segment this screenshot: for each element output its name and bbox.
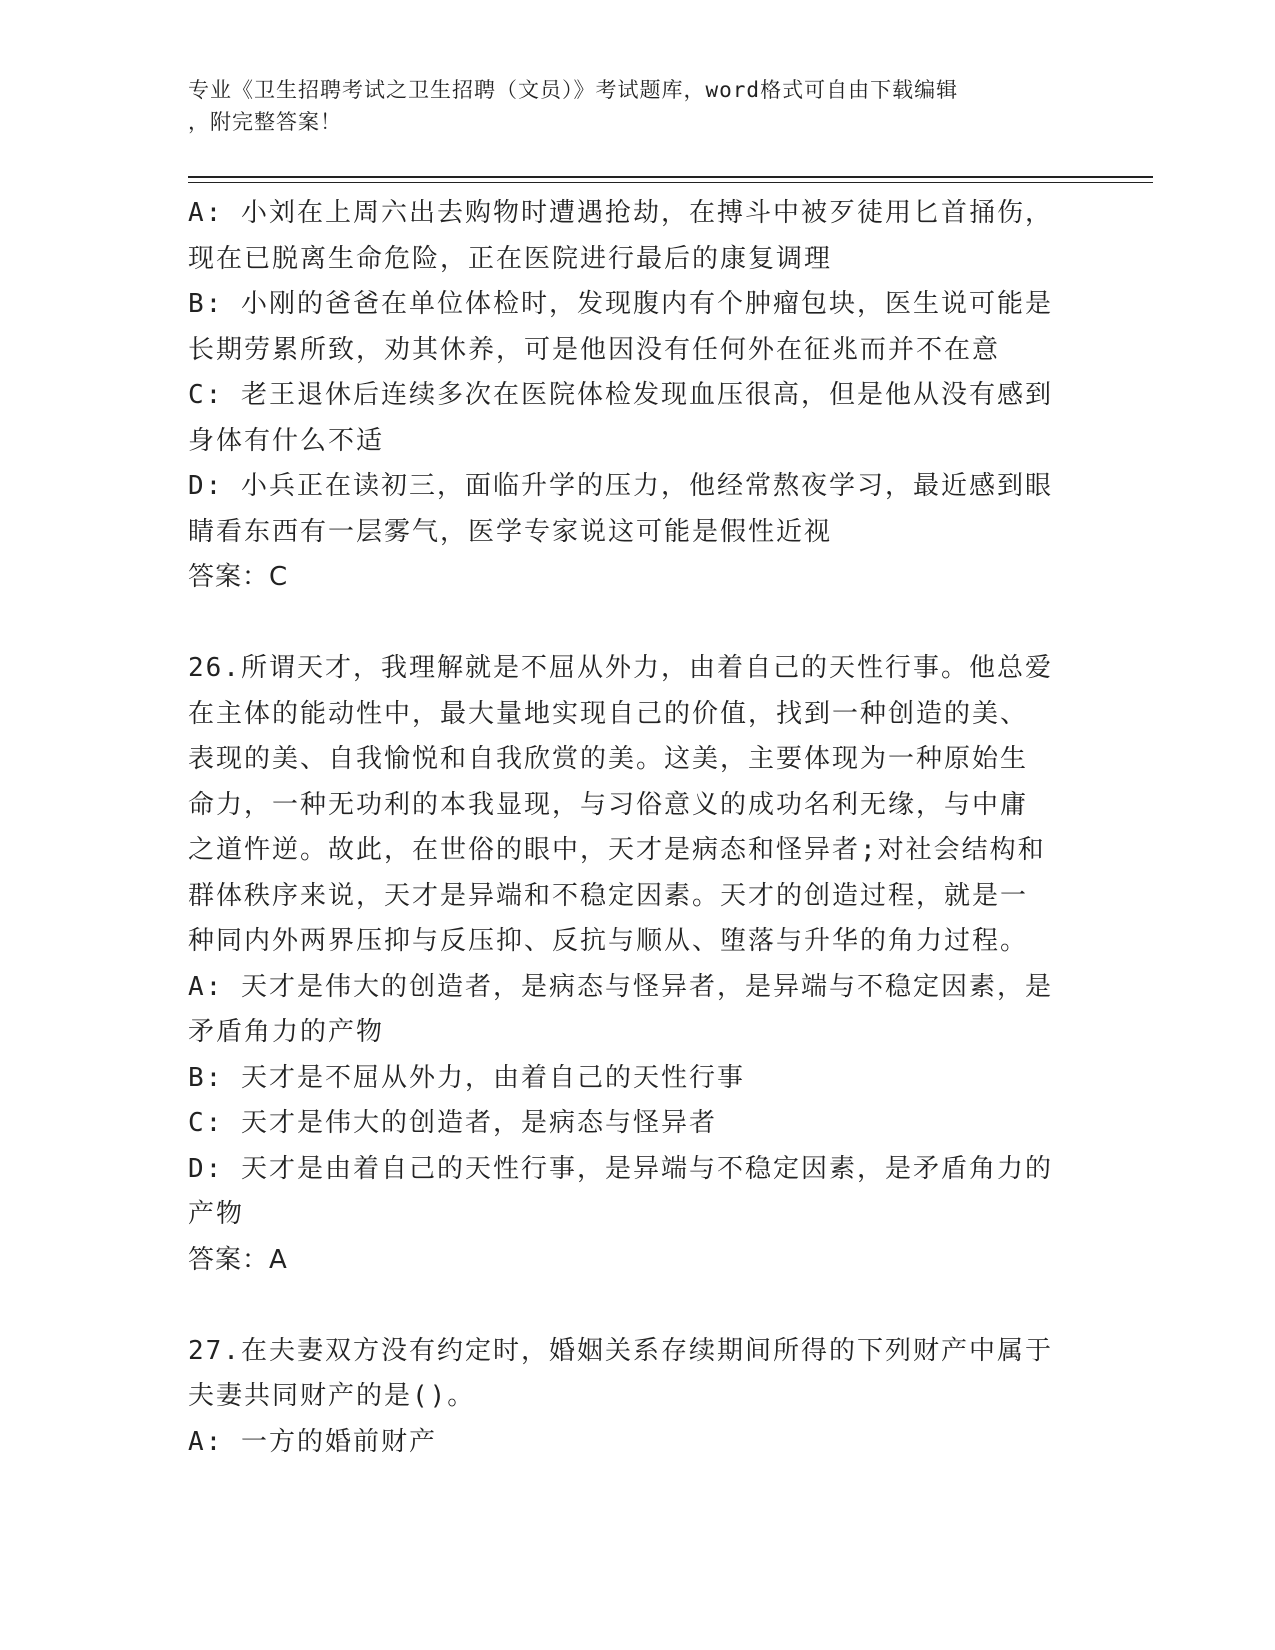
q26-option-a <box>188 965 1088 1056</box>
document-body <box>188 191 1088 1465</box>
text-line: 长期劳累所致，劝其休养，可是他因没有任何外在征兆而并不在意 <box>188 334 1001 365</box>
text-line: B: 小刚的爸爸在单位体检时，发现腹内有个肿瘤包块，医生说可能是 <box>188 289 1053 319</box>
text-line: 种同内外两界压抑与反压抑、反抗与顺从、堕落与升华的角力过程。 <box>188 926 1029 956</box>
text-line: D: 小兵正在读初三，面临升学的压力，他经常熬夜学习，最近感到眼 <box>188 471 1053 501</box>
text-line: B: 天才是不屈从外力，由着自己的天性行事 <box>188 1062 745 1093</box>
text-line: 身体有什么不适 <box>188 425 385 456</box>
q27-option-a <box>188 1420 1088 1466</box>
spacer <box>188 601 1088 647</box>
q26-stem <box>188 646 1088 965</box>
text-line: 26.所谓天才，我理解就是不屈从外力，由着自己的天性行事。他总爱 <box>188 653 1053 683</box>
document-header <box>188 74 1078 138</box>
q26-answer: 答案：A <box>188 1244 288 1275</box>
q25-option-b <box>188 282 1088 373</box>
text-line: D: 天才是由着自己的天性行事，是异端与不稳定因素，是矛盾角力的 <box>188 1153 1053 1184</box>
text-line: 表现的美、自我愉悦和自我欣赏的美。这美，主要体现为一种原始生 <box>188 744 1029 774</box>
text-line: 群体秩序来说，天才是异端和不稳定因素。天才的创造过程，就是一 <box>188 880 1029 911</box>
text-line: 命力，一种无功利的本我显现，与习俗意义的成功名利无缘，与中庸 <box>188 789 1029 820</box>
text-line: 27.在夫妻双方没有约定时，婚姻关系存续期间所得的下列财产中属于 <box>188 1335 1053 1366</box>
text-line: 睛看东西有一层雾气，医学专家说这可能是假性近视 <box>188 516 833 547</box>
q25-option-d <box>188 464 1088 555</box>
text-line: A: 一方的婚前财产 <box>188 1426 437 1457</box>
header-divider-thin <box>188 182 1153 183</box>
spacer <box>188 1283 1088 1329</box>
text-line: A: 小刘在上周六出去购物时遭遇抢劫，在搏斗中被歹徒用匕首捅伤， <box>188 198 1053 228</box>
q26-option-c <box>188 1101 1088 1147</box>
question-26 <box>188 646 1088 1283</box>
text-line: 之道忤逆。故此，在世俗的眼中，天才是病态和怪异者;对社会结构和 <box>188 835 1046 865</box>
text-line: A: 天才是伟大的创造者，是病态与怪异者，是异端与不稳定因素，是 <box>188 971 1053 1002</box>
text-line: 在主体的能动性中，最大量地实现自己的价值，找到一种创造的美、 <box>188 698 1029 729</box>
header-divider-thick <box>188 176 1153 178</box>
header-line-2: ，附完整答案！ <box>188 110 342 134</box>
text-line: 矛盾角力的产物 <box>188 1017 385 1047</box>
text-line: C: 老王退休后连续多次在医院体检发现血压很高，但是他从没有感到 <box>188 380 1053 410</box>
text-line: C: 天才是伟大的创造者，是病态与怪异者 <box>188 1108 717 1138</box>
q26-option-b <box>188 1056 1088 1102</box>
header-line-1: 专业《卫生招聘考试之卫生招聘（文员）》考试题库，word格式可自由下载编辑 <box>188 78 959 102</box>
text-line: 夫妻共同财产的是()。 <box>188 1381 476 1411</box>
q25-answer: 答案：C <box>188 562 289 592</box>
q25-option-c <box>188 373 1088 464</box>
q27-stem <box>188 1329 1088 1420</box>
text-line: 现在已脱离生命危险，正在医院进行最后的康复调理 <box>188 243 833 274</box>
q25-option-a <box>188 191 1088 282</box>
question-27 <box>188 1329 1088 1466</box>
text-line: 产物 <box>188 1199 245 1229</box>
question-25 <box>188 191 1088 601</box>
q26-option-d <box>188 1147 1088 1238</box>
